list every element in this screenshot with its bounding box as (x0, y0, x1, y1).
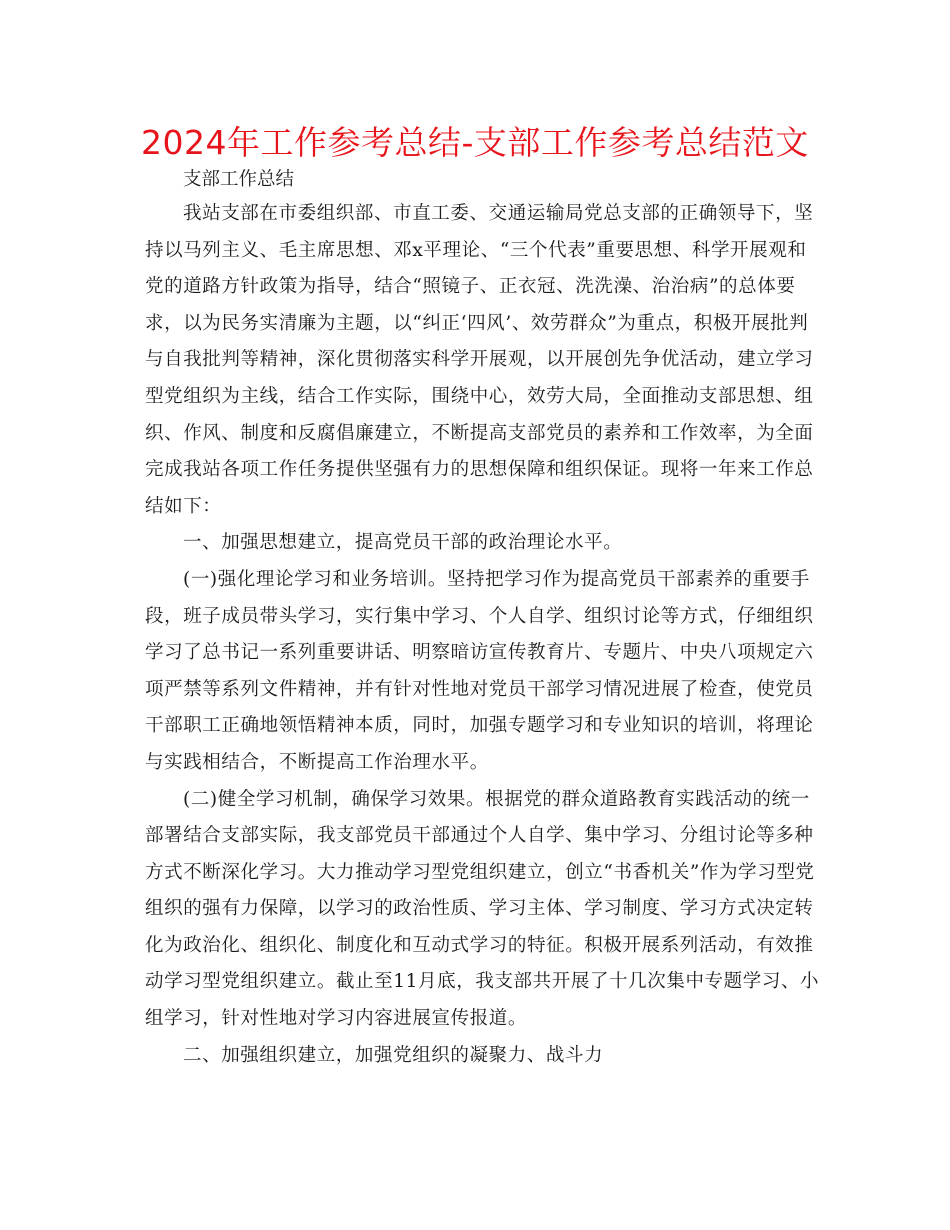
paragraph-subsection-2 (145, 782, 820, 1038)
document-body (145, 196, 820, 1074)
text-line: 方式不断深化学习。大力推动学习型党组织建立，创立“书香机关”作为学习型党 (145, 861, 815, 883)
text-line: 求，以为民务实清廉为主题，以“纠正‘四风’、效劳群众”为重点，积极开展批判 (145, 312, 809, 334)
text-line: 干部职工正确地领悟精神本质，同时，加强专题学习和专业知识的培训，将理论 (145, 715, 814, 737)
text-line: 织、作风、制度和反腐倡廉建立，不断提高支部党员的素养和工作效率，为全面 (145, 422, 814, 444)
text-line: (二)健全学习机制，确保学习效果。根据党的群众道路教育实践活动的统一 (183, 788, 810, 810)
text-line: 项严禁等系列文件精神，并有针对性地对党员干部学习情况进展了检查，使党员 (145, 678, 814, 700)
section-heading-2 (145, 1038, 805, 1075)
text-line: 组学习，针对性地对学习内容进展宣传报道。 (145, 1008, 528, 1030)
section-heading-text: 二、加强组织建立，加强党组织的凝聚力、战斗力 (183, 1044, 604, 1066)
text-line: 动学习型党组织建立。截止至11月底，我支部共开展了十几次集中专题学习、小 (145, 971, 820, 993)
text-line: 党的道路方针政策为指导，结合“照镜子、正衣冠、洗洗澡、治治病”的总体要 (145, 276, 796, 298)
text-line: 与自我批判等精神，深化贯彻落实科学开展观，以开展创先争优活动，建立学习 (145, 349, 814, 371)
section-heading-text: 一、加强思想建立，提高党员干部的政治理论水平。 (183, 532, 623, 554)
text-line: (一)强化理论学习和业务培训。坚持把学习作为提高党员干部素养的重要手 (183, 568, 810, 590)
text-line: 型党组织为主线，结合工作实际，围绕中心，效劳大局，全面推动支部思想、组 (145, 385, 814, 407)
text-line: 完成我站各项工作任务提供坚强有力的思想保障和组织保证。现将一年来工作总 (145, 459, 814, 481)
paragraph-subsection-1 (145, 562, 814, 782)
text-line: 与实践相结合，不断提高工作治理水平。 (145, 751, 489, 773)
document-title: 2024年工作参考总结-支部工作参考总结范文 (141, 123, 809, 162)
text-line: 部署结合支部实际，我支部党员干部通过个人自学、集中学习、分组讨论等多种 (145, 825, 814, 847)
text-line: 结如下： (145, 495, 222, 517)
text-line: 组织的强有力保障，以学习的政治性质、学习主体、学习制度、学习方式决定转 (145, 898, 814, 920)
paragraph-intro (145, 196, 814, 525)
text-line: 持以马列主义、毛主席思想、邓x平理论、“三个代表”重要思想、科学开展观和 (145, 239, 807, 261)
section-heading-1 (145, 525, 805, 562)
text-line: 学习了总书记一系列重要讲话、明察暗访宣传教育片、专题片、中央八项规定六 (145, 642, 814, 664)
text-line: 我站支部在市委组织部、市直工委、交通运输局党总支部的正确领导下，坚 (183, 203, 814, 224)
text-line: 段，班子成员带头学习，实行集中学习、个人自学、组织讨论等方式，仔细组织 (145, 605, 814, 627)
document-subtitle: 支部工作总结 (183, 169, 295, 190)
text-line: 化为政治化、组织化、制度化和互动式学习的特征。积极开展系列活动，有效推 (145, 934, 814, 956)
